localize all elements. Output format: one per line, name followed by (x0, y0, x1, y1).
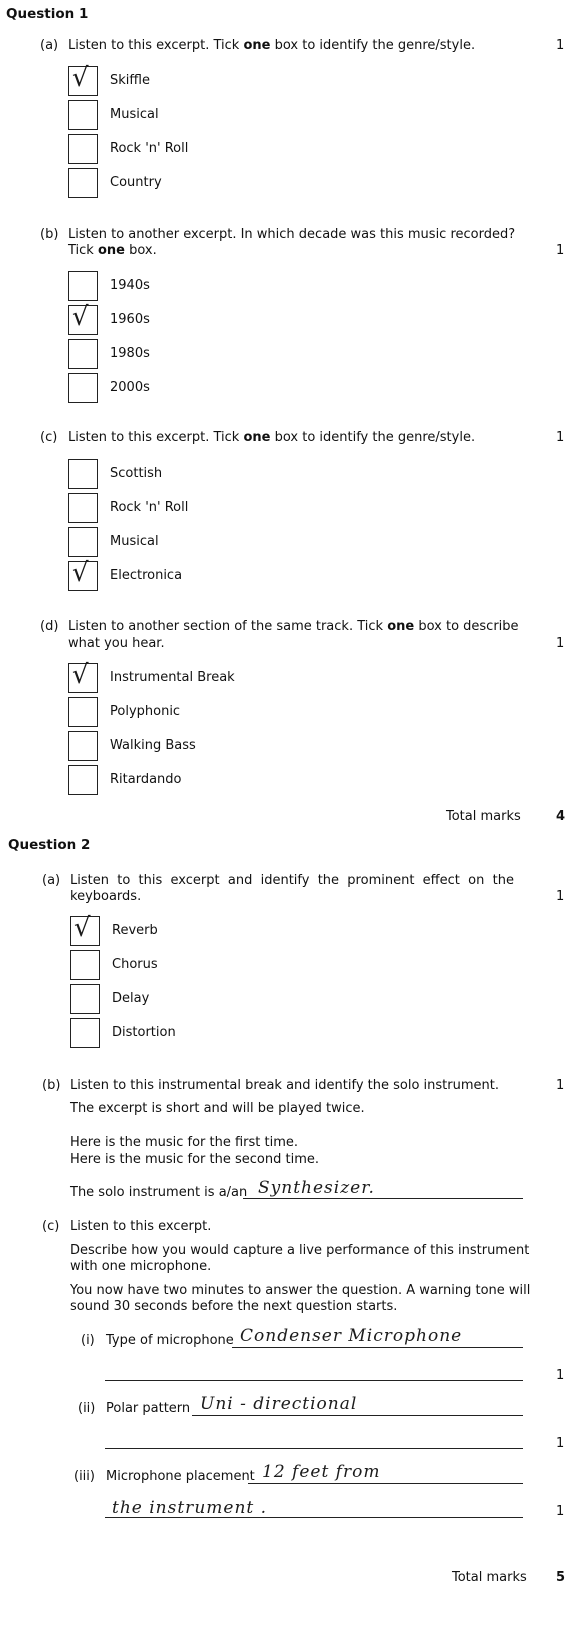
tick-mark-icon: √ (72, 63, 89, 93)
q2c-iii-handwritten-answer-2[interactable]: the instrument . (112, 1498, 268, 1518)
q1d-option-box-2[interactable] (68, 697, 98, 727)
q1c-option-label-4: Electronica (110, 568, 183, 583)
q2b-first-time: Here is the music for the first time. (70, 1135, 299, 1150)
q2a-option-box-4[interactable] (70, 1018, 100, 1048)
q2c-i-mark: 1 (556, 1368, 565, 1383)
q1b-option-label-4: 2000s (110, 380, 150, 395)
q1a-mark: 1 (556, 38, 565, 53)
q2c-question-line-5: sound 30 seconds before the next question starts. (70, 1299, 398, 1314)
q1b-option-box-1[interactable] (68, 271, 98, 301)
tick-mark-icon: √ (72, 558, 89, 588)
question-1-title: Question 1 (6, 6, 89, 22)
q1-total-marks-value: 4 (556, 809, 566, 824)
q2a-option-label-3: Delay (112, 991, 150, 1006)
tick-mark-icon: √ (72, 302, 89, 332)
q1b-option-label-1: 1940s (110, 278, 150, 293)
q1d-option-label-1: Instrumental Break (110, 670, 235, 685)
q1c-mark: 1 (556, 430, 565, 445)
q1b-option-label-2: 1960s (110, 312, 150, 327)
q2c-i-label: (i) (81, 1333, 95, 1348)
q1c-option-label-2: Rock 'n' Roll (110, 500, 189, 515)
q1a-option-box-1[interactable] (68, 63, 98, 96)
question-2-title: Question 2 (8, 837, 91, 853)
q2c-iii-prompt: Microphone placement (106, 1469, 255, 1484)
q2-total-marks-label: Total marks (452, 1570, 527, 1585)
q1d-question-line-2: what you hear. (68, 636, 165, 651)
q2c-ii-mark: 1 (556, 1436, 565, 1451)
q2a-option-label-4: Distortion (112, 1025, 176, 1040)
q1b-mark: 1 (556, 243, 565, 258)
q2a-question-line-1: Listen to this excerpt and identify the prominent effect on the (70, 873, 514, 888)
q1a-label: (a) (40, 38, 59, 53)
q2b-label: (b) (42, 1078, 61, 1093)
q1b-question-line-1: Listen to another excerpt. In which decade was this music recorded? (68, 227, 516, 242)
q2a-option-label-2: Chorus (112, 957, 158, 972)
q2a-mark: 1 (556, 889, 565, 904)
q1a-option-box-2[interactable] (68, 100, 98, 130)
q1b-question-line-2: Tick one box. (68, 243, 157, 258)
q2c-question-line-4: You now have two minutes to answer the question. A warning tone will (70, 1283, 531, 1298)
q2c-ii-answer-line-2 (105, 1448, 523, 1449)
q1a-option-label-4: Country (110, 175, 162, 190)
q1c-option-label-3: Musical (110, 534, 159, 549)
q2c-iii-handwritten-answer-1[interactable]: 12 feet from (262, 1462, 381, 1482)
q2c-question-line-3: with one microphone. (70, 1259, 212, 1274)
q2c-i-answer-line-1 (232, 1347, 523, 1348)
q1d-option-box-3[interactable] (68, 731, 98, 761)
q2b-instruction: The excerpt is short and will be played twice. (70, 1101, 365, 1116)
q1-total-marks-label: Total marks (446, 809, 521, 824)
q2c-iii-answer-line-2 (105, 1517, 523, 1518)
q1b-label: (b) (40, 227, 59, 242)
q1a-option-box-3[interactable] (68, 134, 98, 164)
q2a-option-label-1: Reverb (112, 923, 158, 938)
q2a-question-line-2: keyboards. (70, 889, 142, 904)
q1b-option-box-3[interactable] (68, 339, 98, 369)
q2a-label: (a) (42, 873, 61, 888)
q1d-mark: 1 (556, 636, 565, 651)
q1c-question-text: Listen to this excerpt. Tick one box to identify the genre/style. (68, 430, 476, 445)
q2b-second-time: Here is the music for the second time. (70, 1152, 319, 1167)
q1b-option-box-2[interactable] (68, 302, 98, 335)
q2c-iii-answer-line-1 (248, 1483, 523, 1484)
q2-total-marks-value: 5 (556, 1570, 566, 1585)
q2b-question-line-1: Listen to this instrumental break and identify the solo instrument. (70, 1078, 499, 1093)
q2c-i-answer-line-2 (105, 1380, 523, 1381)
q2b-answer-prompt: The solo instrument is a/an (70, 1185, 248, 1200)
q1d-question-line-1: Listen to another section of the same track. Tick one box to describe (68, 619, 519, 634)
q2c-question-line-2: Describe how you would capture a live performance of this instrument (70, 1243, 530, 1258)
q2c-ii-prompt: Polar pattern (106, 1401, 191, 1416)
q2b-handwritten-answer[interactable]: Synthesizer. (258, 1178, 375, 1198)
q2a-option-box-1[interactable] (70, 913, 100, 946)
q1a-option-label-2: Musical (110, 107, 159, 122)
q1a-question-text: Listen to this excerpt. Tick one box to identify the genre/style. (68, 38, 476, 53)
tick-mark-icon: √ (74, 913, 91, 943)
q1b-option-box-4[interactable] (68, 373, 98, 403)
q1d-option-box-1[interactable] (68, 660, 98, 693)
q1c-option-box-4[interactable] (68, 558, 98, 591)
q1c-option-label-1: Scottish (110, 466, 163, 481)
q1c-label: (c) (40, 430, 58, 445)
q1d-label: (d) (40, 619, 59, 634)
q1d-option-box-4[interactable] (68, 765, 98, 795)
q1c-option-box-3[interactable] (68, 527, 98, 557)
q1d-option-label-4: Ritardando (110, 772, 182, 787)
q2a-option-box-2[interactable] (70, 950, 100, 980)
q2c-ii-answer-line-1 (192, 1415, 523, 1416)
q1a-option-box-4[interactable] (68, 168, 98, 198)
q2c-iii-label: (iii) (74, 1469, 95, 1484)
q1a-option-label-3: Rock 'n' Roll (110, 141, 189, 156)
q2c-iii-mark: 1 (556, 1504, 565, 1519)
q2c-i-prompt: Type of microphone (106, 1333, 234, 1348)
q2a-option-box-3[interactable] (70, 984, 100, 1014)
q1d-option-label-3: Walking Bass (110, 738, 196, 753)
q2c-ii-handwritten-answer[interactable]: Uni - directional (200, 1394, 358, 1414)
q1b-option-label-3: 1980s (110, 346, 150, 361)
q1c-option-box-2[interactable] (68, 493, 98, 523)
q2b-mark: 1 (556, 1078, 565, 1093)
q2c-ii-label: (ii) (78, 1401, 96, 1416)
q2b-answer-line (243, 1198, 523, 1199)
tick-mark-icon: √ (72, 660, 89, 690)
q1d-option-label-2: Polyphonic (110, 704, 181, 719)
q2c-i-handwritten-answer[interactable]: Condenser Microphone (240, 1326, 463, 1346)
q1c-option-box-1[interactable] (68, 459, 98, 489)
q2c-question-line-1: Listen to this excerpt. (70, 1219, 212, 1234)
q1a-option-label-1: Skiffle (110, 73, 150, 88)
q2c-label: (c) (42, 1219, 60, 1234)
